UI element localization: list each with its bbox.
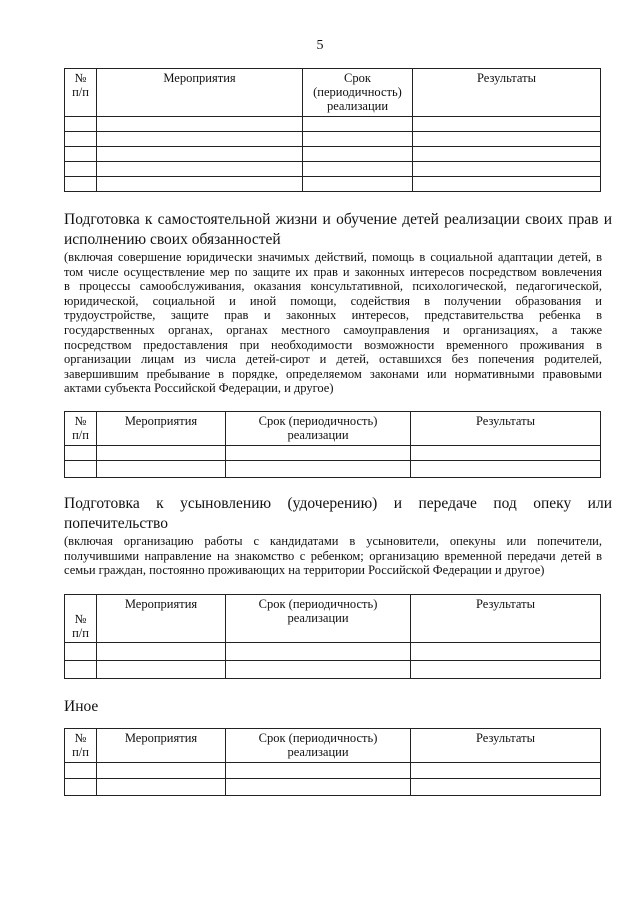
col-num-header	[65, 729, 97, 763]
table-cell	[97, 461, 226, 478]
section-2-title	[64, 494, 612, 534]
table-cell	[303, 132, 413, 147]
table-cell	[65, 177, 97, 192]
col-results-label: Результаты	[475, 414, 536, 428]
col-term-line1: Срок	[344, 71, 371, 85]
table-cell	[97, 147, 303, 162]
table-cell	[411, 643, 601, 661]
note-line: получившими направление на знакомство с ребенком; организацию временной передачи детей в	[64, 548, 602, 563]
col-term-line2: реализации	[287, 745, 349, 759]
note-line: (включая совершение юридически значимых действий, помощь в социальной адаптации детей, в	[64, 250, 602, 264]
table-cell	[97, 117, 303, 132]
table-header-row	[65, 729, 601, 763]
col-term-line3: реализации	[326, 99, 389, 113]
table-cell	[411, 763, 601, 779]
table-row	[65, 132, 601, 147]
table-cell	[413, 117, 601, 132]
table-cell	[97, 643, 226, 661]
col-term-line1: Срок (периодичность)	[258, 597, 378, 611]
table-row	[65, 147, 601, 162]
table-cell	[65, 117, 97, 132]
page-number: 5	[316, 38, 324, 53]
col-results-header	[411, 412, 601, 446]
table-cell	[97, 162, 303, 177]
col-num-header	[65, 595, 97, 643]
table-cell	[65, 446, 97, 461]
col-num-line2: п/п	[72, 85, 89, 99]
table-cell	[65, 661, 97, 679]
col-term-header	[303, 69, 413, 117]
col-term-line2: реализации	[287, 428, 349, 442]
section-2-title-line2: попечительство	[64, 515, 168, 532]
col-results-label: Результаты	[475, 597, 536, 611]
table-cell	[65, 763, 97, 779]
table-cell	[65, 147, 97, 162]
note-line: семьи граждан, постоянно проживающих на территории Российской Федерации и другое)	[64, 563, 545, 578]
plan-table-3	[64, 594, 601, 679]
table-cell	[97, 132, 303, 147]
col-term-header	[226, 412, 411, 446]
table-cell	[65, 461, 97, 478]
col-results-header	[411, 729, 601, 763]
table-cell	[226, 763, 411, 779]
col-term-line2: реализации	[287, 611, 349, 625]
col-results-label: Результаты	[475, 731, 536, 745]
section-3-title	[64, 697, 264, 717]
col-term-line1: Срок (периодичность)	[258, 731, 378, 745]
col-activities-label: Мероприятия	[124, 597, 198, 611]
table-cell	[413, 147, 601, 162]
table-cell	[65, 779, 97, 796]
col-num-header	[65, 69, 97, 117]
table-row	[65, 763, 601, 779]
table-cell	[411, 446, 601, 461]
plan-table-4	[64, 728, 601, 796]
table-cell	[303, 162, 413, 177]
table-cell	[303, 117, 413, 132]
table-cell	[411, 779, 601, 796]
col-num-header	[65, 412, 97, 446]
table-cell	[226, 461, 411, 478]
section-1-title-line1: Подготовка к самостоятельной жизни и обучение детей реализации своих прав и	[64, 211, 612, 228]
table-cell	[97, 779, 226, 796]
col-activities-header	[97, 69, 303, 117]
plan-table-2	[64, 411, 601, 478]
table-cell	[303, 177, 413, 192]
col-term-line1: Срок (периодичность)	[258, 414, 378, 428]
col-num-line1: №	[74, 612, 87, 626]
col-num-line2: п/п	[72, 428, 89, 442]
table-header-row	[65, 69, 601, 117]
table-cell	[413, 177, 601, 192]
col-num-line1: №	[74, 731, 87, 745]
note-line: посредством предоставления при необходимости возможности временного проживания в	[64, 337, 602, 352]
col-results-header	[411, 595, 601, 643]
section-1-title	[64, 210, 612, 250]
col-results-label: Результаты	[476, 71, 537, 85]
note-line: актами субъекта Российской Федерации, и другое)	[64, 381, 334, 396]
table-cell	[413, 132, 601, 147]
table-row	[65, 446, 601, 461]
col-activities-header	[97, 595, 226, 643]
table-cell	[97, 763, 226, 779]
table-cell	[226, 779, 411, 796]
col-activities-label: Мероприятия	[163, 71, 236, 85]
table-cell	[226, 661, 411, 679]
section-2-note	[64, 534, 602, 578]
table-cell	[97, 661, 226, 679]
table-cell	[303, 147, 413, 162]
section-1-note	[64, 250, 602, 396]
note-line: (включая организацию работы с кандидатами в усыновители, опекуны или попечители,	[64, 534, 602, 548]
table-cell	[411, 461, 601, 478]
note-line: трудоустройстве, защите прав и законных интересов, представительства ребенка в	[64, 308, 602, 323]
table-cell	[226, 446, 411, 461]
col-activities-label: Мероприятия	[124, 414, 198, 428]
table-cell	[97, 446, 226, 461]
col-num-line2: п/п	[72, 626, 89, 640]
note-line: организации лицам из числа детей-сирот и детей, оставшихся без попечения родителей,	[64, 352, 602, 367]
table-header-row	[65, 412, 601, 446]
col-activities-header	[97, 729, 226, 763]
table-row	[65, 162, 601, 177]
table-row	[65, 117, 601, 132]
table-row	[65, 177, 601, 192]
table-cell	[97, 177, 303, 192]
col-term-line2: (периодичность)	[313, 85, 402, 99]
table-cell	[65, 132, 97, 147]
note-line: завершившим пребывание в порядке, определяемом законами или нормативными правовыми	[64, 366, 602, 381]
col-term-header	[226, 729, 411, 763]
plan-table-1	[64, 68, 601, 192]
note-line: юридической, социальной и иной помощи, содействия в получении образования и	[64, 293, 602, 308]
table-row	[65, 461, 601, 478]
table-cell	[411, 661, 601, 679]
table-cell	[226, 643, 411, 661]
col-num-line1: №	[74, 414, 87, 428]
col-num-line2: п/п	[72, 745, 89, 759]
table-cell	[65, 162, 97, 177]
col-results-header	[413, 69, 601, 117]
table-row	[65, 779, 601, 796]
col-term-header	[226, 595, 411, 643]
col-activities-header	[97, 412, 226, 446]
table-cell	[65, 643, 97, 661]
section-2-title-line1: Подготовка к усыновлению (удочерению) и передаче под опеку или	[64, 495, 612, 512]
section-3-title-line1: Иное	[64, 698, 99, 715]
table-row	[65, 643, 601, 661]
table-row	[65, 661, 601, 679]
note-line: в процессы самообслуживания, оказания консультативной, психологической, педагогической,	[64, 279, 602, 294]
note-line: государственных органах, органах местного самоуправления и организациях, а также	[64, 322, 602, 337]
table-header-row	[65, 595, 601, 643]
col-activities-label: Мероприятия	[124, 731, 198, 745]
table-cell	[413, 162, 601, 177]
col-num-line1: №	[74, 71, 87, 85]
section-1-title-line2: исполнению своих обязанностей	[64, 231, 281, 248]
note-line: том числе осуществление мер по защите их прав и законных интересов посредством вовлечения	[64, 264, 602, 279]
